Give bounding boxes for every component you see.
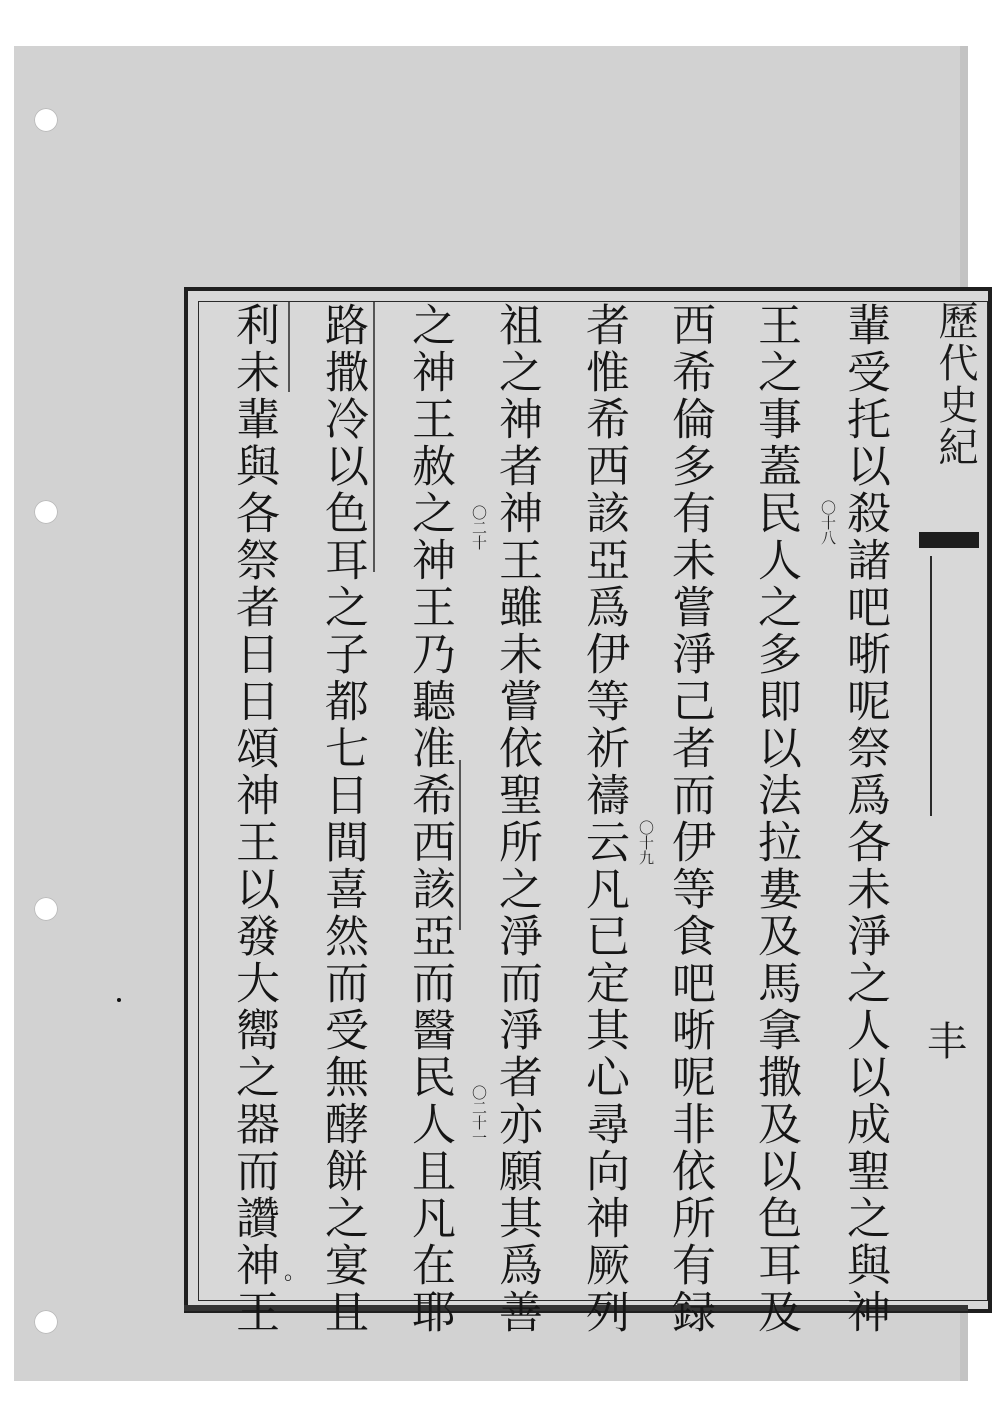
note-number: 〇二十一 (470, 1085, 488, 1145)
note-number: 〇二十 (470, 505, 488, 550)
text-column: 西希倫多有未嘗淨己者而伊等食吧哳呢非依所有録 (664, 302, 715, 1336)
text-column: 利未輩與各祭者日日頌神王以發大嚮之器而讚神王 (228, 302, 279, 1336)
page-title: 歷代史紀 (932, 300, 978, 468)
text-column: 輩受托以殺諸吧哳呢祭爲各未淨之人以成聖之與神 (839, 302, 890, 1336)
text-column: 路撒冷以色耳之子都七日間喜然而受無酵餅之宴且 (317, 302, 368, 1336)
binder-hole (34, 500, 58, 524)
text-column: 王之事蓋民人之多即以法拉婁及馬拿撒及以色耳及 (750, 302, 801, 1336)
column-divider (288, 302, 290, 392)
binder-hole (34, 1310, 58, 1334)
fold-rule (930, 556, 972, 816)
binder-hole (34, 108, 58, 132)
text-column: 者惟希西該亞爲伊等祈禱云凡已定其心尋向神厥列 (578, 302, 629, 1336)
note-number: 〇十九 (637, 820, 655, 865)
column-divider (373, 302, 375, 572)
column-divider (459, 760, 461, 930)
end-mark: 。 (284, 1260, 307, 1285)
binder-hole (34, 897, 58, 921)
fold-ornament (919, 532, 979, 548)
speck (117, 998, 121, 1002)
text-column: 之神王赦之神王乃聽准希西該亞而醫民人且凡在耶 (404, 302, 455, 1336)
text-column: 祖之神者神王雖未嘗依聖所之淨而淨者亦願其爲善 (491, 302, 542, 1336)
fold-number: 丰 (927, 1019, 967, 1065)
note-number: 〇十八 (819, 500, 837, 545)
header-column (932, 300, 978, 520)
